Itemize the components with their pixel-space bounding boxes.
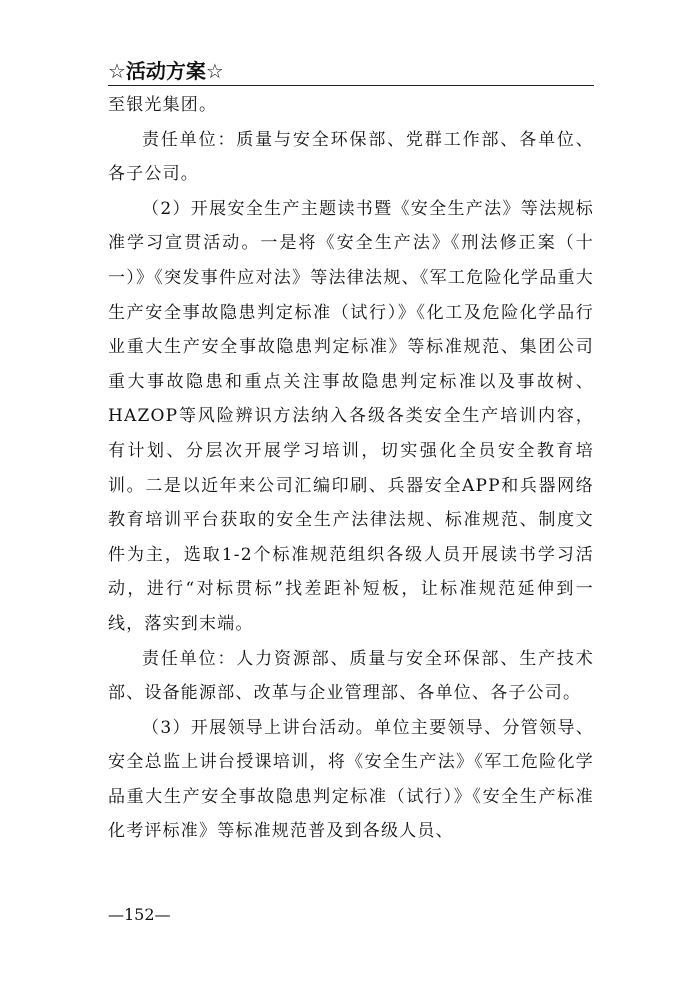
paragraph-responsible-units-1: 责任单位：质量与安全环保部、党群工作部、各单位、各子公司。	[108, 129, 594, 185]
paragraph-responsible-units-2: 责任单位：人力资源部、质量与安全环保部、生产技术部、设备能源部、改革与企业管理部、各单位、各子公司。	[108, 648, 594, 704]
paragraph-continuation: 至银光集团。	[108, 95, 218, 115]
page-number: —152—	[108, 905, 171, 924]
paragraph-item-2: （2）开展安全生产主题读书暨《安全生产法》等法规标准学习宣贯活动。一是将《安全生产法》《刑法修正案（十一）》《突发事件应对法》等法律法规、《军工危险化学品重大生产安全事故隐患判定标准（试行）》《化工及危险化学品行业重大生产安全事故隐患判定标准》等标准规范、集团公司重大事故隐患和重点关注事故隐患判定标准以及事故树、HAZOP等风险辨识方法纳入各级各类安全生产培训内容，有计划、分层次开展学习培训，切实强化全员安全教育培训。二是以近年来公司汇编印刷、兵器安全APP和兵器网络教育培训平台获取的安全生产法律法规、标准规范、制度文件为主，选取1-2个标准规范组织各级人员开展读书学习活动，进行“对标贯标”找差距补短板，让标准规范延伸到一线，落实到末端。	[108, 198, 594, 634]
page-header-title: ☆活动方案☆	[108, 58, 594, 86]
paragraph-item-3: （3）开展领导上讲台活动。单位主要领导、分管领导、安全总监上讲台授课培训，将《安全生产法》《军工危险化学品重大生产安全事故隐患判定标准（试行）》《安全生产标准化考评标准》等标准规范普及到各级人员、	[108, 717, 594, 842]
document-body	[108, 88, 594, 849]
